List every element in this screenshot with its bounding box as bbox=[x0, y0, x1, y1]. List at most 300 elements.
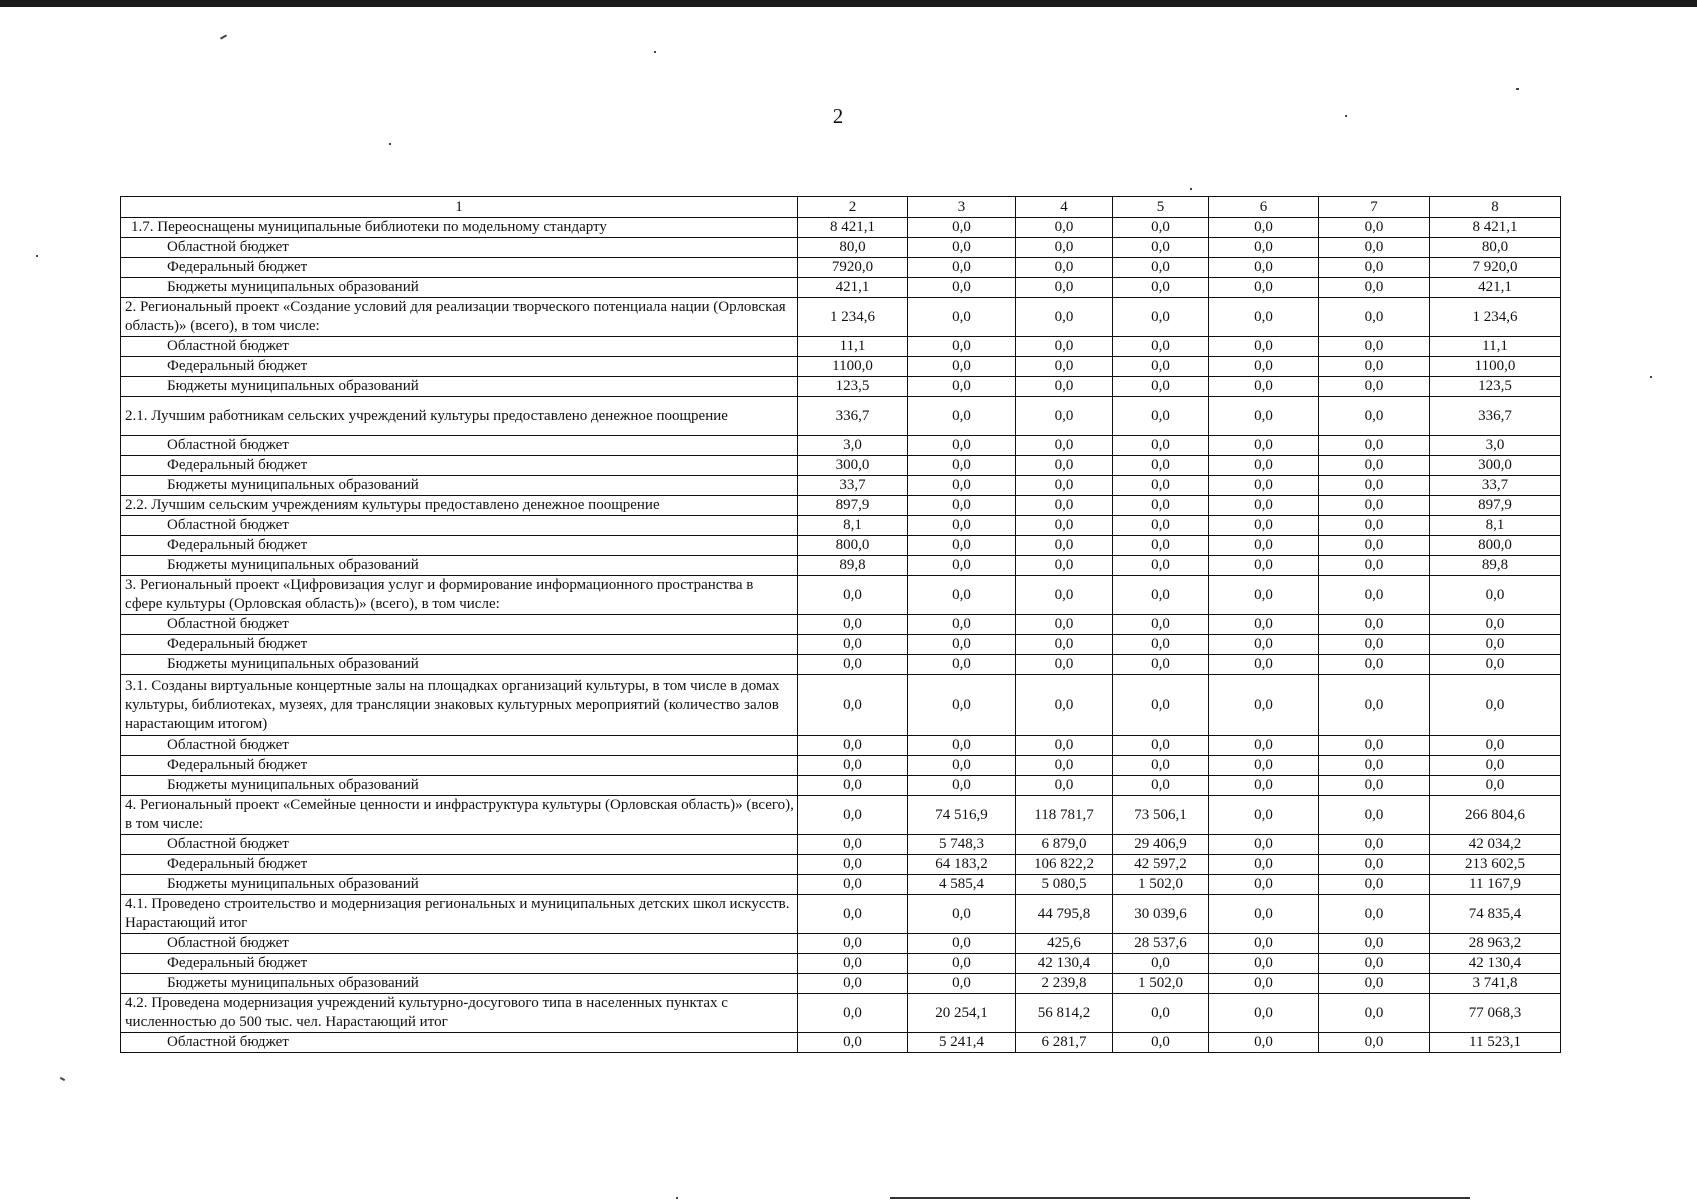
row-label: Областной бюджет bbox=[121, 337, 798, 357]
row-label: Бюджеты муниципальных образований bbox=[121, 476, 798, 496]
value-cell-col-2: 0,0 bbox=[798, 895, 908, 934]
value-cell-col-4: 0,0 bbox=[1016, 377, 1113, 397]
value-cell-col-8: 0,0 bbox=[1430, 675, 1561, 736]
value-cell-col-5: 0,0 bbox=[1113, 556, 1209, 576]
value-cell-col-6: 0,0 bbox=[1209, 655, 1319, 675]
value-cell-col-8: 74 835,4 bbox=[1430, 895, 1561, 934]
table-row-section bbox=[121, 298, 1561, 337]
value-cell-col-5: 0,0 bbox=[1113, 278, 1209, 298]
value-cell-col-3: 0,0 bbox=[908, 476, 1016, 496]
value-cell-col-3: 5 241,4 bbox=[908, 1033, 1016, 1053]
value-cell-col-7: 0,0 bbox=[1319, 994, 1430, 1033]
value-cell-col-5: 0,0 bbox=[1113, 436, 1209, 456]
table-row-budget-line bbox=[121, 736, 1561, 756]
value-cell-col-6: 0,0 bbox=[1209, 536, 1319, 556]
value-cell-col-5: 0,0 bbox=[1113, 736, 1209, 756]
row-label: Федеральный бюджет bbox=[121, 756, 798, 776]
value-cell-col-7: 0,0 bbox=[1319, 934, 1430, 954]
value-cell-col-7: 0,0 bbox=[1319, 536, 1430, 556]
value-cell-col-2: 0,0 bbox=[798, 736, 908, 756]
row-label: Областной бюджет bbox=[121, 835, 798, 855]
value-cell-col-7: 0,0 bbox=[1319, 436, 1430, 456]
value-cell-col-5: 0,0 bbox=[1113, 1033, 1209, 1053]
value-cell-col-7: 0,0 bbox=[1319, 675, 1430, 736]
value-cell-col-7: 0,0 bbox=[1319, 397, 1430, 436]
value-cell-col-3: 0,0 bbox=[908, 357, 1016, 377]
value-cell-col-2: 0,0 bbox=[798, 954, 908, 974]
table-row-budget-line bbox=[121, 655, 1561, 675]
value-cell-col-5: 0,0 bbox=[1113, 954, 1209, 974]
value-cell-col-4: 0,0 bbox=[1016, 615, 1113, 635]
column-header: 3 bbox=[908, 197, 1016, 218]
table-row-budget-line bbox=[121, 436, 1561, 456]
value-cell-col-2: 1 234,6 bbox=[798, 298, 908, 337]
value-cell-col-4: 0,0 bbox=[1016, 436, 1113, 456]
value-cell-col-6: 0,0 bbox=[1209, 736, 1319, 756]
value-cell-col-3: 64 183,2 bbox=[908, 855, 1016, 875]
table-row-budget-line bbox=[121, 835, 1561, 855]
value-cell-col-3: 0,0 bbox=[908, 397, 1016, 436]
value-cell-col-5: 0,0 bbox=[1113, 635, 1209, 655]
value-cell-col-8: 266 804,6 bbox=[1430, 796, 1561, 835]
row-label: Областной бюджет bbox=[121, 516, 798, 536]
value-cell-col-2: 0,0 bbox=[798, 576, 908, 615]
column-header-row bbox=[121, 197, 1561, 218]
value-cell-col-7: 0,0 bbox=[1319, 218, 1430, 238]
row-label: 3.1. Созданы виртуальные концертные залы на площадках организаций культуры, в том числе в домах культуры, библиотеках, музеях, для трансляции знаковых культурных мероприятий (количество залов нарастающим итогом) bbox=[121, 675, 798, 736]
row-label: Областной бюджет bbox=[121, 934, 798, 954]
value-cell-col-5: 0,0 bbox=[1113, 377, 1209, 397]
value-cell-col-8: 0,0 bbox=[1430, 655, 1561, 675]
value-cell-col-7: 0,0 bbox=[1319, 516, 1430, 536]
value-cell-col-4: 44 795,8 bbox=[1016, 895, 1113, 934]
row-label: Бюджеты муниципальных образований bbox=[121, 377, 798, 397]
column-header: 4 bbox=[1016, 197, 1113, 218]
value-cell-col-7: 0,0 bbox=[1319, 278, 1430, 298]
row-label: Бюджеты муниципальных образований bbox=[121, 776, 798, 796]
value-cell-col-5: 29 406,9 bbox=[1113, 835, 1209, 855]
value-cell-col-8: 0,0 bbox=[1430, 776, 1561, 796]
value-cell-col-2: 0,0 bbox=[798, 655, 908, 675]
value-cell-col-6: 0,0 bbox=[1209, 516, 1319, 536]
value-cell-col-2: 0,0 bbox=[798, 934, 908, 954]
value-cell-col-5: 0,0 bbox=[1113, 776, 1209, 796]
table-row-budget-line bbox=[121, 377, 1561, 397]
value-cell-col-6: 0,0 bbox=[1209, 974, 1319, 994]
value-cell-col-5: 0,0 bbox=[1113, 655, 1209, 675]
value-cell-col-6: 0,0 bbox=[1209, 954, 1319, 974]
value-cell-col-7: 0,0 bbox=[1319, 895, 1430, 934]
value-cell-col-8: 0,0 bbox=[1430, 635, 1561, 655]
value-cell-col-8: 11 167,9 bbox=[1430, 875, 1561, 895]
value-cell-col-4: 6 879,0 bbox=[1016, 835, 1113, 855]
value-cell-col-2: 897,9 bbox=[798, 496, 908, 516]
value-cell-col-5: 0,0 bbox=[1113, 756, 1209, 776]
value-cell-col-7: 0,0 bbox=[1319, 258, 1430, 278]
row-label: Бюджеты муниципальных образований bbox=[121, 875, 798, 895]
value-cell-col-3: 0,0 bbox=[908, 974, 1016, 994]
value-cell-col-2: 1100,0 bbox=[798, 357, 908, 377]
table-row-budget-line bbox=[121, 357, 1561, 377]
table-row-section bbox=[121, 218, 1561, 238]
value-cell-col-5: 0,0 bbox=[1113, 496, 1209, 516]
value-cell-col-3: 0,0 bbox=[908, 536, 1016, 556]
table-row-budget-line bbox=[121, 875, 1561, 895]
value-cell-col-2: 0,0 bbox=[798, 855, 908, 875]
value-cell-col-4: 0,0 bbox=[1016, 337, 1113, 357]
table-row-section bbox=[121, 397, 1561, 436]
value-cell-col-2: 33,7 bbox=[798, 476, 908, 496]
value-cell-col-2: 7920,0 bbox=[798, 258, 908, 278]
value-cell-col-8: 336,7 bbox=[1430, 397, 1561, 436]
row-label: Федеральный бюджет bbox=[121, 536, 798, 556]
value-cell-col-2: 0,0 bbox=[798, 675, 908, 736]
value-cell-col-6: 0,0 bbox=[1209, 994, 1319, 1033]
table-row-budget-line bbox=[121, 954, 1561, 974]
value-cell-col-6: 0,0 bbox=[1209, 218, 1319, 238]
row-label: Областной бюджет bbox=[121, 1033, 798, 1053]
value-cell-col-3: 0,0 bbox=[908, 456, 1016, 476]
table-row-budget-line bbox=[121, 556, 1561, 576]
value-cell-col-2: 0,0 bbox=[798, 796, 908, 835]
table-row-budget-line bbox=[121, 776, 1561, 796]
value-cell-col-4: 2 239,8 bbox=[1016, 974, 1113, 994]
value-cell-col-6: 0,0 bbox=[1209, 377, 1319, 397]
row-label: 2.2. Лучшим сельским учреждениям культуры предоставлено денежное поощрение bbox=[121, 496, 798, 516]
value-cell-col-5: 28 537,6 bbox=[1113, 934, 1209, 954]
value-cell-col-5: 0,0 bbox=[1113, 337, 1209, 357]
value-cell-col-3: 74 516,9 bbox=[908, 796, 1016, 835]
value-cell-col-3: 0,0 bbox=[908, 776, 1016, 796]
value-cell-col-8: 8 421,1 bbox=[1430, 218, 1561, 238]
value-cell-col-6: 0,0 bbox=[1209, 258, 1319, 278]
value-cell-col-6: 0,0 bbox=[1209, 875, 1319, 895]
value-cell-col-7: 0,0 bbox=[1319, 615, 1430, 635]
value-cell-col-5: 0,0 bbox=[1113, 258, 1209, 278]
row-label: Бюджеты муниципальных образований bbox=[121, 278, 798, 298]
value-cell-col-3: 0,0 bbox=[908, 576, 1016, 615]
table-row-budget-line bbox=[121, 1033, 1561, 1053]
value-cell-col-2: 0,0 bbox=[798, 1033, 908, 1053]
value-cell-col-8: 7 920,0 bbox=[1430, 258, 1561, 278]
table-row-section bbox=[121, 796, 1561, 835]
row-label: Федеральный бюджет bbox=[121, 635, 798, 655]
value-cell-col-5: 30 039,6 bbox=[1113, 895, 1209, 934]
value-cell-col-4: 0,0 bbox=[1016, 536, 1113, 556]
value-cell-col-2: 89,8 bbox=[798, 556, 908, 576]
value-cell-col-4: 42 130,4 bbox=[1016, 954, 1113, 974]
value-cell-col-8: 1100,0 bbox=[1430, 357, 1561, 377]
value-cell-col-8: 80,0 bbox=[1430, 238, 1561, 258]
value-cell-col-3: 0,0 bbox=[908, 218, 1016, 238]
value-cell-col-8: 421,1 bbox=[1430, 278, 1561, 298]
value-cell-col-6: 0,0 bbox=[1209, 635, 1319, 655]
scan-top-edge bbox=[0, 0, 1697, 7]
table-row-budget-line bbox=[121, 974, 1561, 994]
value-cell-col-2: 0,0 bbox=[798, 994, 908, 1033]
value-cell-col-7: 0,0 bbox=[1319, 796, 1430, 835]
column-header: 7 bbox=[1319, 197, 1430, 218]
value-cell-col-4: 0,0 bbox=[1016, 218, 1113, 238]
value-cell-col-3: 0,0 bbox=[908, 655, 1016, 675]
value-cell-col-3: 0,0 bbox=[908, 934, 1016, 954]
value-cell-col-2: 421,1 bbox=[798, 278, 908, 298]
value-cell-col-5: 0,0 bbox=[1113, 238, 1209, 258]
value-cell-col-6: 0,0 bbox=[1209, 756, 1319, 776]
table-row-section bbox=[121, 576, 1561, 615]
value-cell-col-4: 0,0 bbox=[1016, 776, 1113, 796]
value-cell-col-8: 3 741,8 bbox=[1430, 974, 1561, 994]
value-cell-col-7: 0,0 bbox=[1319, 736, 1430, 756]
table-row-budget-line bbox=[121, 238, 1561, 258]
table-row-budget-line bbox=[121, 934, 1561, 954]
value-cell-col-7: 0,0 bbox=[1319, 635, 1430, 655]
value-cell-col-6: 0,0 bbox=[1209, 615, 1319, 635]
value-cell-col-2: 8 421,1 bbox=[798, 218, 908, 238]
value-cell-col-3: 0,0 bbox=[908, 954, 1016, 974]
row-label: Федеральный бюджет bbox=[121, 954, 798, 974]
row-label: Бюджеты муниципальных образований bbox=[121, 655, 798, 675]
value-cell-col-8: 213 602,5 bbox=[1430, 855, 1561, 875]
table-row-budget-line bbox=[121, 456, 1561, 476]
table-body bbox=[121, 197, 1561, 1053]
value-cell-col-2: 11,1 bbox=[798, 337, 908, 357]
value-cell-col-5: 0,0 bbox=[1113, 357, 1209, 377]
value-cell-col-8: 1 234,6 bbox=[1430, 298, 1561, 337]
value-cell-col-4: 118 781,7 bbox=[1016, 796, 1113, 835]
value-cell-col-6: 0,0 bbox=[1209, 855, 1319, 875]
value-cell-col-2: 0,0 bbox=[798, 756, 908, 776]
table-row-budget-line bbox=[121, 258, 1561, 278]
value-cell-col-8: 8,1 bbox=[1430, 516, 1561, 536]
value-cell-col-4: 0,0 bbox=[1016, 278, 1113, 298]
table-row-section bbox=[121, 496, 1561, 516]
value-cell-col-8: 0,0 bbox=[1430, 615, 1561, 635]
value-cell-col-6: 0,0 bbox=[1209, 776, 1319, 796]
value-cell-col-7: 0,0 bbox=[1319, 875, 1430, 895]
value-cell-col-4: 0,0 bbox=[1016, 476, 1113, 496]
table-row-budget-line bbox=[121, 278, 1561, 298]
value-cell-col-6: 0,0 bbox=[1209, 456, 1319, 476]
row-label: Бюджеты муниципальных образований bbox=[121, 556, 798, 576]
value-cell-col-6: 0,0 bbox=[1209, 556, 1319, 576]
value-cell-col-8: 300,0 bbox=[1430, 456, 1561, 476]
column-header: 6 bbox=[1209, 197, 1319, 218]
value-cell-col-6: 0,0 bbox=[1209, 278, 1319, 298]
value-cell-col-6: 0,0 bbox=[1209, 796, 1319, 835]
value-cell-col-5: 1 502,0 bbox=[1113, 974, 1209, 994]
value-cell-col-3: 0,0 bbox=[908, 615, 1016, 635]
value-cell-col-5: 0,0 bbox=[1113, 298, 1209, 337]
value-cell-col-7: 0,0 bbox=[1319, 456, 1430, 476]
value-cell-col-2: 0,0 bbox=[798, 615, 908, 635]
value-cell-col-2: 0,0 bbox=[798, 875, 908, 895]
value-cell-col-2: 0,0 bbox=[798, 974, 908, 994]
value-cell-col-3: 0,0 bbox=[908, 496, 1016, 516]
value-cell-col-6: 0,0 bbox=[1209, 337, 1319, 357]
value-cell-col-5: 42 597,2 bbox=[1113, 855, 1209, 875]
value-cell-col-4: 0,0 bbox=[1016, 635, 1113, 655]
value-cell-col-6: 0,0 bbox=[1209, 357, 1319, 377]
value-cell-col-3: 0,0 bbox=[908, 635, 1016, 655]
value-cell-col-3: 5 748,3 bbox=[908, 835, 1016, 855]
value-cell-col-4: 0,0 bbox=[1016, 576, 1113, 615]
row-label: Федеральный бюджет bbox=[121, 258, 798, 278]
value-cell-col-6: 0,0 bbox=[1209, 576, 1319, 615]
value-cell-col-8: 89,8 bbox=[1430, 556, 1561, 576]
value-cell-col-8: 123,5 bbox=[1430, 377, 1561, 397]
value-cell-col-8: 3,0 bbox=[1430, 436, 1561, 456]
value-cell-col-8: 0,0 bbox=[1430, 736, 1561, 756]
value-cell-col-4: 0,0 bbox=[1016, 516, 1113, 536]
table-row-budget-line bbox=[121, 536, 1561, 556]
value-cell-col-7: 0,0 bbox=[1319, 337, 1430, 357]
value-cell-col-3: 0,0 bbox=[908, 895, 1016, 934]
value-cell-col-5: 73 506,1 bbox=[1113, 796, 1209, 835]
row-label: Областной бюджет bbox=[121, 615, 798, 635]
value-cell-col-8: 33,7 bbox=[1430, 476, 1561, 496]
value-cell-col-7: 0,0 bbox=[1319, 974, 1430, 994]
value-cell-col-4: 0,0 bbox=[1016, 756, 1113, 776]
value-cell-col-3: 0,0 bbox=[908, 278, 1016, 298]
value-cell-col-3: 0,0 bbox=[908, 298, 1016, 337]
value-cell-col-6: 0,0 bbox=[1209, 436, 1319, 456]
row-label: Федеральный бюджет bbox=[121, 456, 798, 476]
value-cell-col-7: 0,0 bbox=[1319, 576, 1430, 615]
value-cell-col-4: 0,0 bbox=[1016, 655, 1113, 675]
table-row-budget-line bbox=[121, 516, 1561, 536]
value-cell-col-5: 0,0 bbox=[1113, 994, 1209, 1033]
row-label: 2.1. Лучшим работникам сельских учреждений культуры предоставлено денежное поощрение bbox=[121, 397, 798, 436]
value-cell-col-8: 11 523,1 bbox=[1430, 1033, 1561, 1053]
table-row-budget-line bbox=[121, 855, 1561, 875]
row-label: 4.2. Проведена модернизация учреждений культурно-досугового типа в населенных пунктах с численностью до 500 тыс. чел. Нарастающий итог bbox=[121, 994, 798, 1033]
value-cell-col-7: 0,0 bbox=[1319, 357, 1430, 377]
table-row-budget-line bbox=[121, 756, 1561, 776]
value-cell-col-7: 0,0 bbox=[1319, 756, 1430, 776]
value-cell-col-5: 0,0 bbox=[1113, 456, 1209, 476]
value-cell-col-7: 0,0 bbox=[1319, 954, 1430, 974]
value-cell-col-6: 0,0 bbox=[1209, 298, 1319, 337]
value-cell-col-4: 0,0 bbox=[1016, 456, 1113, 476]
value-cell-col-6: 0,0 bbox=[1209, 934, 1319, 954]
column-header: 8 bbox=[1430, 197, 1561, 218]
value-cell-col-8: 0,0 bbox=[1430, 576, 1561, 615]
value-cell-col-7: 0,0 bbox=[1319, 1033, 1430, 1053]
value-cell-col-7: 0,0 bbox=[1319, 835, 1430, 855]
value-cell-col-7: 0,0 bbox=[1319, 298, 1430, 337]
value-cell-col-8: 28 963,2 bbox=[1430, 934, 1561, 954]
value-cell-col-5: 0,0 bbox=[1113, 576, 1209, 615]
row-label: 4.1. Проведено строительство и модернизация региональных и муниципальных детских школ искусств. Нарастающий итог bbox=[121, 895, 798, 934]
table-row-section bbox=[121, 675, 1561, 736]
value-cell-col-2: 0,0 bbox=[798, 776, 908, 796]
value-cell-col-6: 0,0 bbox=[1209, 835, 1319, 855]
value-cell-col-4: 425,6 bbox=[1016, 934, 1113, 954]
value-cell-col-7: 0,0 bbox=[1319, 496, 1430, 516]
scan-bottom-rule bbox=[890, 1197, 1470, 1199]
value-cell-col-3: 0,0 bbox=[908, 756, 1016, 776]
value-cell-col-4: 0,0 bbox=[1016, 238, 1113, 258]
value-cell-col-2: 300,0 bbox=[798, 456, 908, 476]
value-cell-col-5: 0,0 bbox=[1113, 218, 1209, 238]
value-cell-col-8: 42 034,2 bbox=[1430, 835, 1561, 855]
table-row-budget-line bbox=[121, 476, 1561, 496]
value-cell-col-7: 0,0 bbox=[1319, 556, 1430, 576]
value-cell-col-8: 11,1 bbox=[1430, 337, 1561, 357]
value-cell-col-4: 106 822,2 bbox=[1016, 855, 1113, 875]
value-cell-col-4: 0,0 bbox=[1016, 397, 1113, 436]
table-row-budget-line bbox=[121, 337, 1561, 357]
value-cell-col-7: 0,0 bbox=[1319, 476, 1430, 496]
value-cell-col-4: 56 814,2 bbox=[1016, 994, 1113, 1033]
table-row-section bbox=[121, 895, 1561, 934]
value-cell-col-3: 0,0 bbox=[908, 736, 1016, 756]
row-label: Федеральный бюджет bbox=[121, 357, 798, 377]
value-cell-col-2: 800,0 bbox=[798, 536, 908, 556]
value-cell-col-3: 4 585,4 bbox=[908, 875, 1016, 895]
value-cell-col-2: 8,1 bbox=[798, 516, 908, 536]
value-cell-col-2: 0,0 bbox=[798, 635, 908, 655]
value-cell-col-3: 0,0 bbox=[908, 337, 1016, 357]
value-cell-col-6: 0,0 bbox=[1209, 397, 1319, 436]
table-row-budget-line bbox=[121, 615, 1561, 635]
value-cell-col-6: 0,0 bbox=[1209, 895, 1319, 934]
value-cell-col-3: 0,0 bbox=[908, 516, 1016, 536]
value-cell-col-3: 0,0 bbox=[908, 675, 1016, 736]
value-cell-col-4: 0,0 bbox=[1016, 357, 1113, 377]
row-label: Областной бюджет bbox=[121, 436, 798, 456]
value-cell-col-8: 800,0 bbox=[1430, 536, 1561, 556]
value-cell-col-3: 20 254,1 bbox=[908, 994, 1016, 1033]
value-cell-col-4: 0,0 bbox=[1016, 736, 1113, 756]
value-cell-col-5: 0,0 bbox=[1113, 615, 1209, 635]
value-cell-col-4: 0,0 bbox=[1016, 258, 1113, 278]
value-cell-col-6: 0,0 bbox=[1209, 238, 1319, 258]
value-cell-col-6: 0,0 bbox=[1209, 1033, 1319, 1053]
value-cell-col-4: 0,0 bbox=[1016, 496, 1113, 516]
column-header: 5 bbox=[1113, 197, 1209, 218]
value-cell-col-8: 0,0 bbox=[1430, 756, 1561, 776]
value-cell-col-8: 77 068,3 bbox=[1430, 994, 1561, 1033]
column-header: 1 bbox=[121, 197, 798, 218]
value-cell-col-4: 6 281,7 bbox=[1016, 1033, 1113, 1053]
value-cell-col-5: 0,0 bbox=[1113, 397, 1209, 436]
value-cell-col-5: 0,0 bbox=[1113, 675, 1209, 736]
row-label: 3. Региональный проект «Цифровизация услуг и формирование информационного пространства в сфере культуры (Орловская область)» (всего), в том числе: bbox=[121, 576, 798, 615]
row-label: 4. Региональный проект «Семейные ценности и инфраструктура культуры (Орловская область)» (всего), в том числе: bbox=[121, 796, 798, 835]
row-label: 1.7. Переоснащены муниципальные библиотеки по модельному стандарту bbox=[121, 218, 798, 238]
value-cell-col-4: 0,0 bbox=[1016, 556, 1113, 576]
value-cell-col-3: 0,0 bbox=[908, 377, 1016, 397]
value-cell-col-4: 0,0 bbox=[1016, 675, 1113, 736]
column-header: 2 bbox=[798, 197, 908, 218]
value-cell-col-8: 42 130,4 bbox=[1430, 954, 1561, 974]
funding-table bbox=[120, 196, 1561, 1053]
value-cell-col-4: 5 080,5 bbox=[1016, 875, 1113, 895]
row-label: Федеральный бюджет bbox=[121, 855, 798, 875]
value-cell-col-3: 0,0 bbox=[908, 258, 1016, 278]
value-cell-col-3: 0,0 bbox=[908, 556, 1016, 576]
value-cell-col-6: 0,0 bbox=[1209, 476, 1319, 496]
page-number: 2 bbox=[832, 104, 844, 128]
value-cell-col-6: 0,0 bbox=[1209, 675, 1319, 736]
value-cell-col-2: 80,0 bbox=[798, 238, 908, 258]
value-cell-col-3: 0,0 bbox=[908, 238, 1016, 258]
value-cell-col-6: 0,0 bbox=[1209, 496, 1319, 516]
value-cell-col-3: 0,0 bbox=[908, 436, 1016, 456]
value-cell-col-7: 0,0 bbox=[1319, 855, 1430, 875]
